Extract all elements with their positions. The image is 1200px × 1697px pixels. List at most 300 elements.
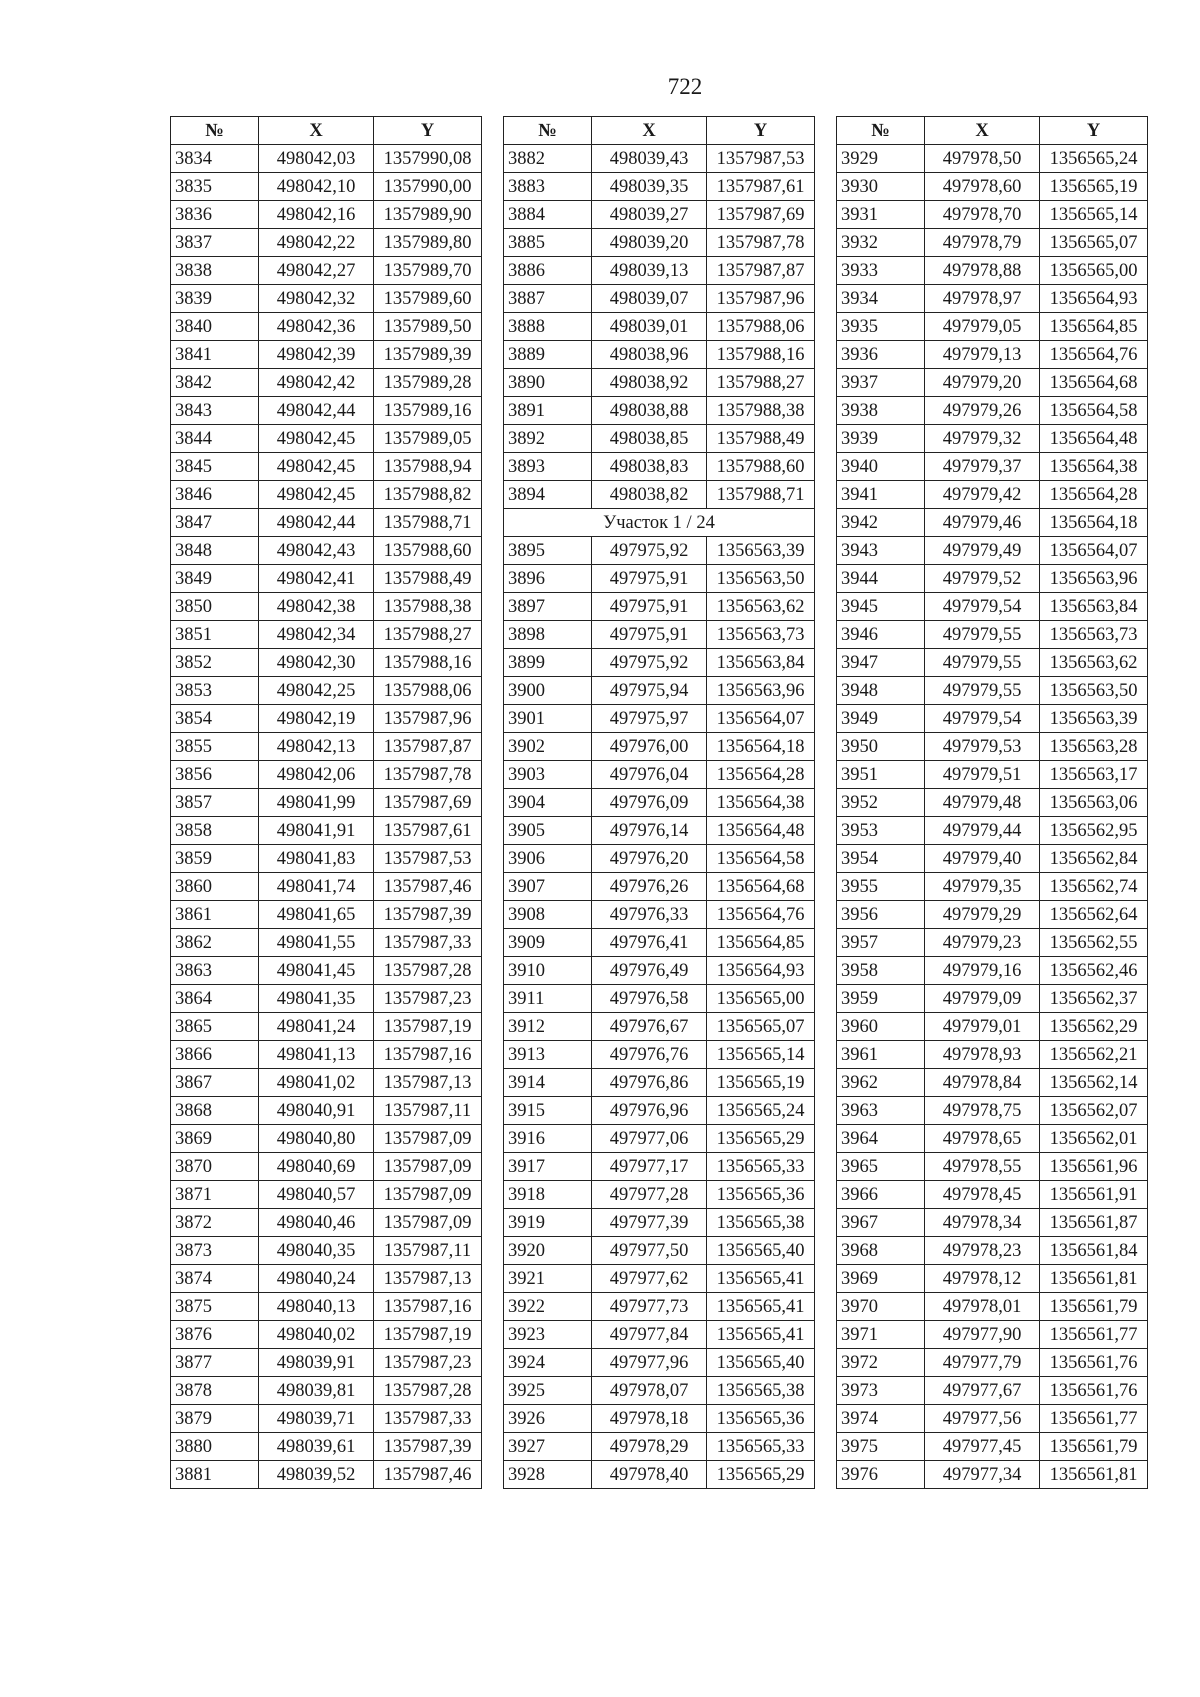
x-coordinate-cell: 498040,57 bbox=[259, 1181, 374, 1209]
table-row bbox=[837, 1125, 1148, 1153]
y-coordinate-cell: 1356562,95 bbox=[1040, 817, 1148, 845]
y-coordinate-cell: 1357987,96 bbox=[374, 705, 482, 733]
x-coordinate-cell: 498039,07 bbox=[592, 285, 707, 313]
y-coordinate-cell: 1357989,05 bbox=[374, 425, 482, 453]
y-coordinate-cell: 1356564,38 bbox=[1040, 453, 1148, 481]
x-coordinate-cell: 498039,27 bbox=[592, 201, 707, 229]
y-coordinate-cell: 1356562,21 bbox=[1040, 1041, 1148, 1069]
point-number-cell: 3940 bbox=[837, 453, 925, 481]
point-number-cell: 3847 bbox=[171, 509, 259, 537]
y-coordinate-cell: 1357987,23 bbox=[374, 985, 482, 1013]
table-row bbox=[504, 873, 815, 901]
y-coordinate-cell: 1357987,19 bbox=[374, 1321, 482, 1349]
y-coordinate-cell: 1357988,94 bbox=[374, 453, 482, 481]
x-coordinate-cell: 497975,91 bbox=[592, 565, 707, 593]
x-coordinate-cell: 498039,91 bbox=[259, 1349, 374, 1377]
point-number-cell: 3949 bbox=[837, 705, 925, 733]
table-row bbox=[504, 257, 815, 285]
y-coordinate-cell: 1356564,48 bbox=[707, 817, 815, 845]
x-coordinate-cell: 498041,99 bbox=[259, 789, 374, 817]
x-coordinate-cell: 497978,70 bbox=[925, 201, 1040, 229]
y-coordinate-cell: 1357988,49 bbox=[707, 425, 815, 453]
table-row bbox=[837, 1461, 1148, 1489]
x-coordinate-cell: 498038,88 bbox=[592, 397, 707, 425]
point-number-cell: 3918 bbox=[504, 1181, 592, 1209]
y-coordinate-cell: 1356565,00 bbox=[707, 985, 815, 1013]
x-coordinate-cell: 498041,45 bbox=[259, 957, 374, 985]
x-coordinate-cell: 498040,35 bbox=[259, 1237, 374, 1265]
point-number-cell: 3929 bbox=[837, 145, 925, 173]
x-coordinate-cell: 497977,96 bbox=[592, 1349, 707, 1377]
point-number-cell: 3933 bbox=[837, 257, 925, 285]
x-coordinate-cell: 498039,61 bbox=[259, 1433, 374, 1461]
x-coordinate-cell: 498042,39 bbox=[259, 341, 374, 369]
table-row bbox=[837, 397, 1148, 425]
point-number-cell: 3922 bbox=[504, 1293, 592, 1321]
table-row bbox=[837, 257, 1148, 285]
page-number: 722 bbox=[667, 74, 703, 99]
x-coordinate-cell: 498041,24 bbox=[259, 1013, 374, 1041]
table-row bbox=[504, 1433, 815, 1461]
table-row bbox=[837, 621, 1148, 649]
table-row bbox=[837, 929, 1148, 957]
table-row bbox=[837, 509, 1148, 537]
point-number-cell: 3837 bbox=[171, 229, 259, 257]
y-coordinate-cell: 1357987,28 bbox=[374, 1377, 482, 1405]
table-row bbox=[171, 1405, 482, 1433]
y-coordinate-cell: 1356563,28 bbox=[1040, 733, 1148, 761]
table-row bbox=[504, 341, 815, 369]
x-coordinate-cell: 498039,13 bbox=[592, 257, 707, 285]
table-row bbox=[837, 649, 1148, 677]
x-coordinate-cell: 497977,73 bbox=[592, 1293, 707, 1321]
y-coordinate-cell: 1356563,73 bbox=[707, 621, 815, 649]
table-row bbox=[837, 705, 1148, 733]
x-coordinate-cell: 497979,37 bbox=[925, 453, 1040, 481]
table-row bbox=[504, 1405, 815, 1433]
y-coordinate-cell: 1356565,29 bbox=[707, 1461, 815, 1489]
y-coordinate-cell: 1357987,78 bbox=[374, 761, 482, 789]
point-number-cell: 3904 bbox=[504, 789, 592, 817]
header-x: X bbox=[259, 117, 374, 145]
x-coordinate-cell: 497979,29 bbox=[925, 901, 1040, 929]
table-row bbox=[504, 1461, 815, 1489]
point-number-cell: 3937 bbox=[837, 369, 925, 397]
y-coordinate-cell: 1356564,07 bbox=[707, 705, 815, 733]
table-row bbox=[171, 201, 482, 229]
point-number-cell: 3926 bbox=[504, 1405, 592, 1433]
table-row bbox=[837, 229, 1148, 257]
y-coordinate-cell: 1356562,55 bbox=[1040, 929, 1148, 957]
table-row bbox=[837, 1293, 1148, 1321]
point-number-cell: 3893 bbox=[504, 453, 592, 481]
x-coordinate-cell: 497979,16 bbox=[925, 957, 1040, 985]
point-number-cell: 3976 bbox=[837, 1461, 925, 1489]
y-coordinate-cell: 1356564,28 bbox=[1040, 481, 1148, 509]
x-coordinate-cell: 498041,91 bbox=[259, 817, 374, 845]
point-number-cell: 3838 bbox=[171, 257, 259, 285]
y-coordinate-cell: 1357987,78 bbox=[707, 229, 815, 257]
y-coordinate-cell: 1356561,77 bbox=[1040, 1321, 1148, 1349]
table-row bbox=[837, 313, 1148, 341]
x-coordinate-cell: 497979,23 bbox=[925, 929, 1040, 957]
y-coordinate-cell: 1357989,16 bbox=[374, 397, 482, 425]
x-coordinate-cell: 498040,80 bbox=[259, 1125, 374, 1153]
point-number-cell: 3934 bbox=[837, 285, 925, 313]
point-number-cell: 3881 bbox=[171, 1461, 259, 1489]
y-coordinate-cell: 1356565,36 bbox=[707, 1181, 815, 1209]
y-coordinate-cell: 1357987,13 bbox=[374, 1069, 482, 1097]
point-number-cell: 3906 bbox=[504, 845, 592, 873]
x-coordinate-cell: 497976,04 bbox=[592, 761, 707, 789]
x-coordinate-cell: 498042,44 bbox=[259, 509, 374, 537]
point-number-cell: 3928 bbox=[504, 1461, 592, 1489]
table-row bbox=[171, 1013, 482, 1041]
table-row bbox=[837, 817, 1148, 845]
y-coordinate-cell: 1356563,39 bbox=[1040, 705, 1148, 733]
table-row bbox=[504, 145, 815, 173]
point-number-cell: 3841 bbox=[171, 341, 259, 369]
point-number-cell: 3957 bbox=[837, 929, 925, 957]
y-coordinate-cell: 1356564,85 bbox=[1040, 313, 1148, 341]
y-coordinate-cell: 1356565,29 bbox=[707, 1125, 815, 1153]
y-coordinate-cell: 1357988,16 bbox=[707, 341, 815, 369]
point-number-cell: 3974 bbox=[837, 1405, 925, 1433]
point-number-cell: 3849 bbox=[171, 565, 259, 593]
header-number: № bbox=[171, 117, 259, 145]
y-coordinate-cell: 1357987,69 bbox=[707, 201, 815, 229]
point-number-cell: 3871 bbox=[171, 1181, 259, 1209]
table-row bbox=[837, 593, 1148, 621]
table-row bbox=[504, 1041, 815, 1069]
point-number-cell: 3931 bbox=[837, 201, 925, 229]
point-number-cell: 3863 bbox=[171, 957, 259, 985]
y-coordinate-cell: 1356565,14 bbox=[1040, 201, 1148, 229]
x-coordinate-cell: 498040,91 bbox=[259, 1097, 374, 1125]
table-row bbox=[171, 649, 482, 677]
table-row bbox=[837, 1097, 1148, 1125]
point-number-cell: 3941 bbox=[837, 481, 925, 509]
x-coordinate-cell: 497979,54 bbox=[925, 705, 1040, 733]
x-coordinate-cell: 497977,39 bbox=[592, 1209, 707, 1237]
point-number-cell: 3942 bbox=[837, 509, 925, 537]
point-number-cell: 3856 bbox=[171, 761, 259, 789]
y-coordinate-cell: 1356563,84 bbox=[1040, 593, 1148, 621]
table-row bbox=[171, 1433, 482, 1461]
x-coordinate-cell: 497977,90 bbox=[925, 1321, 1040, 1349]
table-row bbox=[171, 1293, 482, 1321]
table-row bbox=[504, 1153, 815, 1181]
x-coordinate-cell: 498042,45 bbox=[259, 481, 374, 509]
table-row bbox=[171, 537, 482, 565]
table-row bbox=[171, 257, 482, 285]
x-coordinate-cell: 497977,62 bbox=[592, 1265, 707, 1293]
y-coordinate-cell: 1356561,84 bbox=[1040, 1237, 1148, 1265]
table-row bbox=[171, 229, 482, 257]
table-row bbox=[171, 1349, 482, 1377]
point-number-cell: 3890 bbox=[504, 369, 592, 397]
point-number-cell: 3923 bbox=[504, 1321, 592, 1349]
x-coordinate-cell: 497978,23 bbox=[925, 1237, 1040, 1265]
y-coordinate-cell: 1356563,17 bbox=[1040, 761, 1148, 789]
point-number-cell: 3848 bbox=[171, 537, 259, 565]
y-coordinate-cell: 1356563,96 bbox=[707, 677, 815, 705]
y-coordinate-cell: 1357987,16 bbox=[374, 1041, 482, 1069]
table-row bbox=[171, 901, 482, 929]
point-number-cell: 3853 bbox=[171, 677, 259, 705]
point-number-cell: 3912 bbox=[504, 1013, 592, 1041]
table-row bbox=[171, 761, 482, 789]
y-coordinate-cell: 1357988,71 bbox=[374, 509, 482, 537]
x-coordinate-cell: 498041,65 bbox=[259, 901, 374, 929]
y-coordinate-cell: 1356565,07 bbox=[707, 1013, 815, 1041]
x-coordinate-cell: 498039,81 bbox=[259, 1377, 374, 1405]
y-coordinate-cell: 1357987,87 bbox=[707, 257, 815, 285]
point-number-cell: 3924 bbox=[504, 1349, 592, 1377]
x-coordinate-cell: 497979,49 bbox=[925, 537, 1040, 565]
x-coordinate-cell: 498040,13 bbox=[259, 1293, 374, 1321]
point-number-cell: 3950 bbox=[837, 733, 925, 761]
point-number-cell: 3885 bbox=[504, 229, 592, 257]
x-coordinate-cell: 497978,65 bbox=[925, 1125, 1040, 1153]
point-number-cell: 3963 bbox=[837, 1097, 925, 1125]
table-row bbox=[504, 817, 815, 845]
point-number-cell: 3954 bbox=[837, 845, 925, 873]
y-coordinate-cell: 1356563,73 bbox=[1040, 621, 1148, 649]
y-coordinate-cell: 1357987,61 bbox=[374, 817, 482, 845]
x-coordinate-cell: 498041,55 bbox=[259, 929, 374, 957]
point-number-cell: 3839 bbox=[171, 285, 259, 313]
point-number-cell: 3886 bbox=[504, 257, 592, 285]
y-coordinate-cell: 1356561,76 bbox=[1040, 1349, 1148, 1377]
y-coordinate-cell: 1356564,38 bbox=[707, 789, 815, 817]
table-row bbox=[504, 677, 815, 705]
point-number-cell: 3945 bbox=[837, 593, 925, 621]
table-row bbox=[171, 621, 482, 649]
point-number-cell: 3877 bbox=[171, 1349, 259, 1377]
point-number-cell: 3861 bbox=[171, 901, 259, 929]
x-coordinate-cell: 497978,84 bbox=[925, 1069, 1040, 1097]
header-y: Y bbox=[1040, 117, 1148, 145]
point-number-cell: 3962 bbox=[837, 1069, 925, 1097]
table-row bbox=[171, 173, 482, 201]
y-coordinate-cell: 1357987,16 bbox=[374, 1293, 482, 1321]
y-coordinate-cell: 1357987,09 bbox=[374, 1181, 482, 1209]
point-number-cell: 3952 bbox=[837, 789, 925, 817]
table-row bbox=[837, 985, 1148, 1013]
x-coordinate-cell: 497979,40 bbox=[925, 845, 1040, 873]
x-coordinate-cell: 497979,55 bbox=[925, 621, 1040, 649]
table-row bbox=[171, 509, 482, 537]
x-coordinate-cell: 497977,45 bbox=[925, 1433, 1040, 1461]
x-coordinate-cell: 497976,76 bbox=[592, 1041, 707, 1069]
point-number-cell: 3857 bbox=[171, 789, 259, 817]
table-row bbox=[171, 1377, 482, 1405]
point-number-cell: 3888 bbox=[504, 313, 592, 341]
y-coordinate-cell: 1356564,07 bbox=[1040, 537, 1148, 565]
x-coordinate-cell: 497977,56 bbox=[925, 1405, 1040, 1433]
y-coordinate-cell: 1356562,74 bbox=[1040, 873, 1148, 901]
point-number-cell: 3868 bbox=[171, 1097, 259, 1125]
point-number-cell: 3917 bbox=[504, 1153, 592, 1181]
y-coordinate-cell: 1356565,40 bbox=[707, 1349, 815, 1377]
point-number-cell: 3909 bbox=[504, 929, 592, 957]
y-coordinate-cell: 1357987,09 bbox=[374, 1125, 482, 1153]
x-coordinate-cell: 498042,06 bbox=[259, 761, 374, 789]
table-row bbox=[837, 901, 1148, 929]
x-coordinate-cell: 497979,46 bbox=[925, 509, 1040, 537]
x-coordinate-cell: 497979,09 bbox=[925, 985, 1040, 1013]
x-coordinate-cell: 497978,60 bbox=[925, 173, 1040, 201]
point-number-cell: 3938 bbox=[837, 397, 925, 425]
y-coordinate-cell: 1356565,36 bbox=[707, 1405, 815, 1433]
table-row bbox=[171, 1237, 482, 1265]
table-row bbox=[171, 1069, 482, 1097]
header-number: № bbox=[504, 117, 592, 145]
x-coordinate-cell: 497979,20 bbox=[925, 369, 1040, 397]
point-number-cell: 3967 bbox=[837, 1209, 925, 1237]
table-row bbox=[504, 537, 815, 565]
y-coordinate-cell: 1357988,38 bbox=[374, 593, 482, 621]
point-number-cell: 3964 bbox=[837, 1125, 925, 1153]
x-coordinate-cell: 498042,22 bbox=[259, 229, 374, 257]
point-number-cell: 3897 bbox=[504, 593, 592, 621]
x-coordinate-cell: 498039,71 bbox=[259, 1405, 374, 1433]
table-row bbox=[171, 1153, 482, 1181]
point-number-cell: 3860 bbox=[171, 873, 259, 901]
point-number-cell: 3969 bbox=[837, 1265, 925, 1293]
point-number-cell: 3899 bbox=[504, 649, 592, 677]
point-number-cell: 3835 bbox=[171, 173, 259, 201]
y-coordinate-cell: 1356561,96 bbox=[1040, 1153, 1148, 1181]
table-row bbox=[504, 565, 815, 593]
table-row bbox=[837, 1013, 1148, 1041]
table-row bbox=[171, 677, 482, 705]
point-number-cell: 3971 bbox=[837, 1321, 925, 1349]
point-number-cell: 3836 bbox=[171, 201, 259, 229]
header-number: № bbox=[837, 117, 925, 145]
table-row bbox=[837, 173, 1148, 201]
y-coordinate-cell: 1356564,18 bbox=[1040, 509, 1148, 537]
x-coordinate-cell: 497978,18 bbox=[592, 1405, 707, 1433]
y-coordinate-cell: 1357987,53 bbox=[374, 845, 482, 873]
table-row bbox=[171, 593, 482, 621]
point-number-cell: 3896 bbox=[504, 565, 592, 593]
x-coordinate-cell: 498042,45 bbox=[259, 453, 374, 481]
table-row bbox=[171, 453, 482, 481]
table-row bbox=[171, 1041, 482, 1069]
point-number-cell: 3895 bbox=[504, 537, 592, 565]
x-coordinate-cell: 497978,34 bbox=[925, 1209, 1040, 1237]
y-coordinate-cell: 1357988,27 bbox=[374, 621, 482, 649]
x-coordinate-cell: 497978,79 bbox=[925, 229, 1040, 257]
table-row bbox=[504, 1265, 815, 1293]
x-coordinate-cell: 497979,44 bbox=[925, 817, 1040, 845]
point-number-cell: 3961 bbox=[837, 1041, 925, 1069]
point-number-cell: 3975 bbox=[837, 1433, 925, 1461]
table-row bbox=[504, 369, 815, 397]
x-coordinate-cell: 497978,55 bbox=[925, 1153, 1040, 1181]
y-coordinate-cell: 1356565,38 bbox=[707, 1377, 815, 1405]
y-coordinate-cell: 1357989,90 bbox=[374, 201, 482, 229]
y-coordinate-cell: 1356563,84 bbox=[707, 649, 815, 677]
point-number-cell: 3840 bbox=[171, 313, 259, 341]
y-coordinate-cell: 1357987,23 bbox=[374, 1349, 482, 1377]
x-coordinate-cell: 497978,29 bbox=[592, 1433, 707, 1461]
x-coordinate-cell: 497977,28 bbox=[592, 1181, 707, 1209]
x-coordinate-cell: 497977,34 bbox=[925, 1461, 1040, 1489]
y-coordinate-cell: 1356565,24 bbox=[1040, 145, 1148, 173]
x-coordinate-cell: 498038,85 bbox=[592, 425, 707, 453]
point-number-cell: 3959 bbox=[837, 985, 925, 1013]
x-coordinate-cell: 497975,91 bbox=[592, 621, 707, 649]
y-coordinate-cell: 1356564,28 bbox=[707, 761, 815, 789]
table-row bbox=[504, 621, 815, 649]
point-number-cell: 3894 bbox=[504, 481, 592, 509]
y-coordinate-cell: 1357987,19 bbox=[374, 1013, 482, 1041]
table-row bbox=[171, 425, 482, 453]
point-number-cell: 3846 bbox=[171, 481, 259, 509]
y-coordinate-cell: 1356562,14 bbox=[1040, 1069, 1148, 1097]
y-coordinate-cell: 1356561,81 bbox=[1040, 1461, 1148, 1489]
x-coordinate-cell: 498040,46 bbox=[259, 1209, 374, 1237]
point-number-cell: 3862 bbox=[171, 929, 259, 957]
x-coordinate-cell: 497976,26 bbox=[592, 873, 707, 901]
y-coordinate-cell: 1357988,60 bbox=[707, 453, 815, 481]
table-row bbox=[171, 145, 482, 173]
y-coordinate-cell: 1356562,46 bbox=[1040, 957, 1148, 985]
y-coordinate-cell: 1356563,62 bbox=[707, 593, 815, 621]
y-coordinate-cell: 1356564,76 bbox=[707, 901, 815, 929]
point-number-cell: 3955 bbox=[837, 873, 925, 901]
x-coordinate-cell: 497979,01 bbox=[925, 1013, 1040, 1041]
x-coordinate-cell: 497979,55 bbox=[925, 649, 1040, 677]
y-coordinate-cell: 1356565,14 bbox=[707, 1041, 815, 1069]
x-coordinate-cell: 498042,32 bbox=[259, 285, 374, 313]
y-coordinate-cell: 1357989,70 bbox=[374, 257, 482, 285]
x-coordinate-cell: 497979,13 bbox=[925, 341, 1040, 369]
x-coordinate-cell: 497978,45 bbox=[925, 1181, 1040, 1209]
table-row bbox=[504, 1349, 815, 1377]
y-coordinate-cell: 1357987,13 bbox=[374, 1265, 482, 1293]
table-row bbox=[837, 1209, 1148, 1237]
x-coordinate-cell: 497976,49 bbox=[592, 957, 707, 985]
x-coordinate-cell: 497976,33 bbox=[592, 901, 707, 929]
table-row bbox=[171, 817, 482, 845]
table-row bbox=[837, 285, 1148, 313]
y-coordinate-cell: 1357989,39 bbox=[374, 341, 482, 369]
table-row bbox=[504, 789, 815, 817]
x-coordinate-cell: 497975,91 bbox=[592, 593, 707, 621]
x-coordinate-cell: 498038,96 bbox=[592, 341, 707, 369]
y-coordinate-cell: 1356564,58 bbox=[707, 845, 815, 873]
x-coordinate-cell: 497977,84 bbox=[592, 1321, 707, 1349]
point-number-cell: 3859 bbox=[171, 845, 259, 873]
point-number-cell: 3903 bbox=[504, 761, 592, 789]
y-coordinate-cell: 1356565,24 bbox=[707, 1097, 815, 1125]
point-number-cell: 3915 bbox=[504, 1097, 592, 1125]
table-row bbox=[171, 985, 482, 1013]
table-header-row bbox=[504, 117, 815, 145]
x-coordinate-cell: 497979,51 bbox=[925, 761, 1040, 789]
x-coordinate-cell: 497976,41 bbox=[592, 929, 707, 957]
x-coordinate-cell: 498040,02 bbox=[259, 1321, 374, 1349]
y-coordinate-cell: 1357987,46 bbox=[374, 1461, 482, 1489]
y-coordinate-cell: 1357987,28 bbox=[374, 957, 482, 985]
y-coordinate-cell: 1356564,93 bbox=[707, 957, 815, 985]
point-number-cell: 3880 bbox=[171, 1433, 259, 1461]
x-coordinate-cell: 498041,02 bbox=[259, 1069, 374, 1097]
